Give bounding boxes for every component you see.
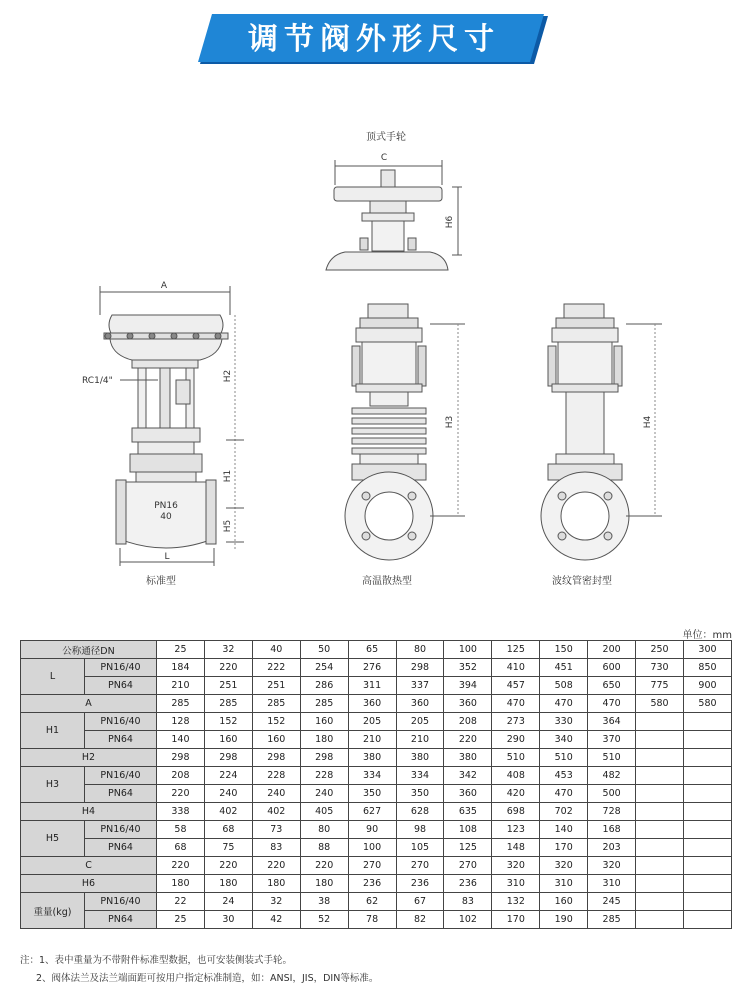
row-label: H2 [21, 749, 157, 767]
table-cell: 125 [444, 839, 492, 857]
table-cell: 128 [157, 713, 205, 731]
table-cell: 25 [157, 911, 205, 929]
table-cell: 170 [492, 911, 540, 929]
table-cell: 334 [396, 767, 444, 785]
table-cell: 420 [492, 785, 540, 803]
table-cell: 273 [492, 713, 540, 731]
table-cell: 38 [300, 893, 348, 911]
table-cell: 73 [252, 821, 300, 839]
table-cell: 628 [396, 803, 444, 821]
table-cell: 170 [540, 839, 588, 857]
table-cell: 451 [540, 659, 588, 677]
table-cell: 728 [588, 803, 636, 821]
page-title: 调节阀外形尺寸 [248, 22, 500, 57]
table-cell: 298 [204, 749, 252, 767]
table-cell: 310 [588, 875, 636, 893]
title-banner [196, 14, 552, 66]
table-cell: 102 [444, 911, 492, 929]
table-row [21, 695, 732, 713]
bellows-type-drawing [541, 304, 662, 560]
table-cell: 205 [396, 713, 444, 731]
table-cell: 320 [540, 857, 588, 875]
table-cell: 510 [492, 749, 540, 767]
table-cell: 210 [157, 677, 205, 695]
dim-label-pn: PN16 [154, 501, 178, 511]
table-cell: 650 [588, 677, 636, 695]
table-cell: 340 [540, 731, 588, 749]
table-cell: 500 [588, 785, 636, 803]
table-cell: 68 [204, 821, 252, 839]
row-sub-label: PN64 [85, 731, 157, 749]
row-label: H6 [21, 875, 157, 893]
table-cell [683, 893, 731, 911]
table-cell [636, 839, 684, 857]
valve-dimension-drawing [0, 110, 750, 610]
table-cell: 900 [683, 677, 731, 695]
high-temp-type-drawing [345, 304, 465, 560]
table-cell: 83 [444, 893, 492, 911]
table-cell: 140 [540, 821, 588, 839]
dim-label-h2: H2 [223, 369, 233, 383]
table-cell: 600 [588, 659, 636, 677]
table-cell: 83 [252, 839, 300, 857]
table-cell: 290 [492, 731, 540, 749]
table-cell: 270 [396, 857, 444, 875]
table-cell: 62 [348, 893, 396, 911]
dim-label-pn-sub: 40 [160, 512, 172, 522]
table-cell: 380 [348, 749, 396, 767]
table-cell [683, 713, 731, 731]
table-cell: 402 [252, 803, 300, 821]
table-cell: 702 [540, 803, 588, 821]
caption-high-temp-type: 高温散热型 [362, 576, 412, 587]
table-cell [683, 785, 731, 803]
table-cell: 228 [252, 767, 300, 785]
caption-top-handwheel: 顶式手轮 [366, 132, 406, 143]
table-cell: 100 [348, 839, 396, 857]
table-row [21, 749, 732, 767]
caption-bellows-type: 波纹管密封型 [552, 576, 612, 587]
table-header-row [21, 641, 732, 659]
table-cell: 68 [157, 839, 205, 857]
row-group-label: H5 [21, 821, 85, 857]
table-cell: 236 [348, 875, 396, 893]
table-cell [683, 749, 731, 767]
table-cell: 82 [396, 911, 444, 929]
table-cell: 730 [636, 659, 684, 677]
table-cell: 245 [588, 893, 636, 911]
header-dn-label: 公称通径DN [21, 641, 157, 659]
table-cell [683, 875, 731, 893]
table-cell [636, 749, 684, 767]
table-cell: 88 [300, 839, 348, 857]
table-cell [636, 821, 684, 839]
table-cell: 220 [252, 857, 300, 875]
table-row [21, 875, 732, 893]
dim-label-rc: RC1/4" [82, 376, 113, 386]
header-dn-cell: 50 [300, 641, 348, 659]
table-cell: 152 [204, 713, 252, 731]
table-cell: 205 [348, 713, 396, 731]
dim-label-a: A [160, 281, 168, 291]
dim-label-h4: H4 [643, 415, 653, 429]
dim-label-h3: H3 [445, 415, 455, 429]
row-group-label: H1 [21, 713, 85, 749]
table-cell: 67 [396, 893, 444, 911]
table-cell: 90 [348, 821, 396, 839]
table-cell [636, 857, 684, 875]
table-row [21, 839, 732, 857]
table-cell: 470 [540, 785, 588, 803]
table-cell: 236 [444, 875, 492, 893]
header-dn-cell: 32 [204, 641, 252, 659]
notes [20, 952, 378, 988]
table-cell: 32 [252, 893, 300, 911]
table-cell: 510 [588, 749, 636, 767]
table-cell: 285 [204, 695, 252, 713]
header-dn-cell: 125 [492, 641, 540, 659]
table-cell: 208 [157, 767, 205, 785]
table-cell: 24 [204, 893, 252, 911]
table-cell: 298 [396, 659, 444, 677]
table-cell [636, 893, 684, 911]
table-cell: 360 [396, 695, 444, 713]
table-cell: 410 [492, 659, 540, 677]
table-cell: 352 [444, 659, 492, 677]
dim-label-l: L [164, 552, 170, 562]
table-cell: 220 [157, 785, 205, 803]
table-row [21, 713, 732, 731]
table-cell: 240 [204, 785, 252, 803]
table-cell [636, 803, 684, 821]
dim-label-h5: H5 [223, 519, 233, 533]
table-row [21, 911, 732, 929]
table-row [21, 767, 732, 785]
table-cell: 22 [157, 893, 205, 911]
table-cell: 254 [300, 659, 348, 677]
row-sub-label: PN64 [85, 785, 157, 803]
table-cell: 457 [492, 677, 540, 695]
table-cell: 276 [348, 659, 396, 677]
table-cell: 80 [300, 821, 348, 839]
row-sub-label: PN16/40 [85, 821, 157, 839]
table-row [21, 785, 732, 803]
header-dn-cell: 65 [348, 641, 396, 659]
table-cell: 240 [300, 785, 348, 803]
table-cell: 360 [444, 785, 492, 803]
table-cell: 220 [444, 731, 492, 749]
table-cell: 342 [444, 767, 492, 785]
table-cell: 698 [492, 803, 540, 821]
table-cell: 580 [683, 695, 731, 713]
row-sub-label: PN16/40 [85, 659, 157, 677]
table-cell: 627 [348, 803, 396, 821]
table-cell: 180 [300, 875, 348, 893]
table-cell: 52 [300, 911, 348, 929]
table-cell: 310 [492, 875, 540, 893]
table-cell [636, 731, 684, 749]
table-cell: 220 [204, 659, 252, 677]
row-group-label: H3 [21, 767, 85, 803]
table-cell: 310 [540, 875, 588, 893]
row-sub-label: PN16/40 [85, 767, 157, 785]
table-cell: 360 [444, 695, 492, 713]
table-row [21, 821, 732, 839]
dim-label-h6: H6 [445, 215, 455, 229]
table-cell: 320 [492, 857, 540, 875]
table-cell: 402 [204, 803, 252, 821]
table-cell [683, 803, 731, 821]
header-dn-cell: 25 [157, 641, 205, 659]
table-cell: 78 [348, 911, 396, 929]
table-cell: 220 [204, 857, 252, 875]
row-label: C [21, 857, 157, 875]
note-2: 2、阀体法兰及法兰端面距可按用户指定标准制造，如：ANSI，JIS，DIN等标准。 [36, 973, 379, 984]
table-cell: 160 [540, 893, 588, 911]
table-cell: 408 [492, 767, 540, 785]
header-dn-cell: 150 [540, 641, 588, 659]
table-cell: 334 [348, 767, 396, 785]
row-sub-label: PN16/40 [85, 713, 157, 731]
table-cell: 148 [492, 839, 540, 857]
row-group-label: 重量(kg) [21, 893, 85, 929]
table-cell [636, 785, 684, 803]
table-cell [683, 767, 731, 785]
table-row [21, 659, 732, 677]
table-cell: 330 [540, 713, 588, 731]
header-dn-cell: 300 [683, 641, 731, 659]
row-sub-label: PN64 [85, 839, 157, 857]
table-cell: 580 [636, 695, 684, 713]
table-cell: 30 [204, 911, 252, 929]
table-cell: 251 [204, 677, 252, 695]
table-cell: 298 [252, 749, 300, 767]
table-cell: 180 [252, 875, 300, 893]
table-cell: 208 [444, 713, 492, 731]
table-cell: 140 [157, 731, 205, 749]
header-dn-cell: 250 [636, 641, 684, 659]
table-cell: 108 [444, 821, 492, 839]
table-cell [683, 821, 731, 839]
table-cell: 251 [252, 677, 300, 695]
table-cell: 240 [252, 785, 300, 803]
row-group-label: L [21, 659, 85, 695]
table-cell: 775 [636, 677, 684, 695]
table-cell: 123 [492, 821, 540, 839]
note-1: 注：1、表中重量为不带附件标准型数据，也可安装侧装式手轮。 [20, 955, 293, 966]
table-cell [636, 767, 684, 785]
table-cell: 203 [588, 839, 636, 857]
table-cell: 75 [204, 839, 252, 857]
table-cell: 224 [204, 767, 252, 785]
table-cell [683, 839, 731, 857]
table-cell: 168 [588, 821, 636, 839]
table-cell: 270 [444, 857, 492, 875]
table-cell: 370 [588, 731, 636, 749]
table-cell: 228 [300, 767, 348, 785]
table-cell: 338 [157, 803, 205, 821]
table-cell [683, 911, 731, 929]
table-cell: 105 [396, 839, 444, 857]
table-cell: 180 [157, 875, 205, 893]
dim-label-h1: H1 [223, 469, 233, 483]
table-cell: 364 [588, 713, 636, 731]
table-cell: 152 [252, 713, 300, 731]
table-cell: 98 [396, 821, 444, 839]
row-sub-label: PN64 [85, 911, 157, 929]
unit-label: 单位：mm [682, 630, 732, 641]
dim-label-c: C [380, 153, 388, 163]
table-cell: 470 [540, 695, 588, 713]
table-cell: 635 [444, 803, 492, 821]
table-cell: 180 [300, 731, 348, 749]
table-cell: 190 [540, 911, 588, 929]
header-dn-cell: 200 [588, 641, 636, 659]
row-sub-label: PN16/40 [85, 893, 157, 911]
table-cell: 453 [540, 767, 588, 785]
table-cell: 311 [348, 677, 396, 695]
table-cell [636, 911, 684, 929]
header-dn-cell: 80 [396, 641, 444, 659]
row-sub-label: PN64 [85, 677, 157, 695]
row-label: A [21, 695, 157, 713]
table-cell: 285 [300, 695, 348, 713]
table-cell: 350 [396, 785, 444, 803]
table-cell: 58 [157, 821, 205, 839]
table-cell: 350 [348, 785, 396, 803]
caption-standard-type: 标准型 [146, 576, 176, 587]
table-row [21, 677, 732, 695]
table-cell: 180 [204, 875, 252, 893]
table-row [21, 731, 732, 749]
table-cell: 850 [683, 659, 731, 677]
table-cell: 298 [300, 749, 348, 767]
table-cell [683, 731, 731, 749]
table-cell: 160 [204, 731, 252, 749]
table-row [21, 857, 732, 875]
table-cell: 285 [252, 695, 300, 713]
row-label: H4 [21, 803, 157, 821]
table-cell: 220 [157, 857, 205, 875]
table-cell: 482 [588, 767, 636, 785]
table-cell: 285 [588, 911, 636, 929]
table-cell: 236 [396, 875, 444, 893]
header-dn-cell: 40 [252, 641, 300, 659]
table-cell: 320 [588, 857, 636, 875]
table-cell: 42 [252, 911, 300, 929]
table-cell: 286 [300, 677, 348, 695]
table-cell: 160 [300, 713, 348, 731]
table-cell: 220 [300, 857, 348, 875]
table-cell: 394 [444, 677, 492, 695]
table-cell: 285 [157, 695, 205, 713]
table-cell [683, 857, 731, 875]
table-row [21, 893, 732, 911]
table-cell: 470 [492, 695, 540, 713]
table-cell: 270 [348, 857, 396, 875]
table-cell: 380 [444, 749, 492, 767]
table-cell: 132 [492, 893, 540, 911]
table-cell [636, 713, 684, 731]
table-cell: 210 [396, 731, 444, 749]
table-cell [636, 875, 684, 893]
table-cell: 184 [157, 659, 205, 677]
table-cell: 210 [348, 731, 396, 749]
header-dn-cell: 100 [444, 641, 492, 659]
table-cell: 360 [348, 695, 396, 713]
table-cell: 508 [540, 677, 588, 695]
table-cell: 405 [300, 803, 348, 821]
dimension-table [20, 640, 732, 929]
table-cell: 470 [588, 695, 636, 713]
table-cell: 298 [157, 749, 205, 767]
table-cell: 337 [396, 677, 444, 695]
table-cell: 222 [252, 659, 300, 677]
table-row [21, 803, 732, 821]
top-handwheel-drawing [326, 160, 462, 270]
table-cell: 510 [540, 749, 588, 767]
table-cell: 160 [252, 731, 300, 749]
table-cell: 380 [396, 749, 444, 767]
